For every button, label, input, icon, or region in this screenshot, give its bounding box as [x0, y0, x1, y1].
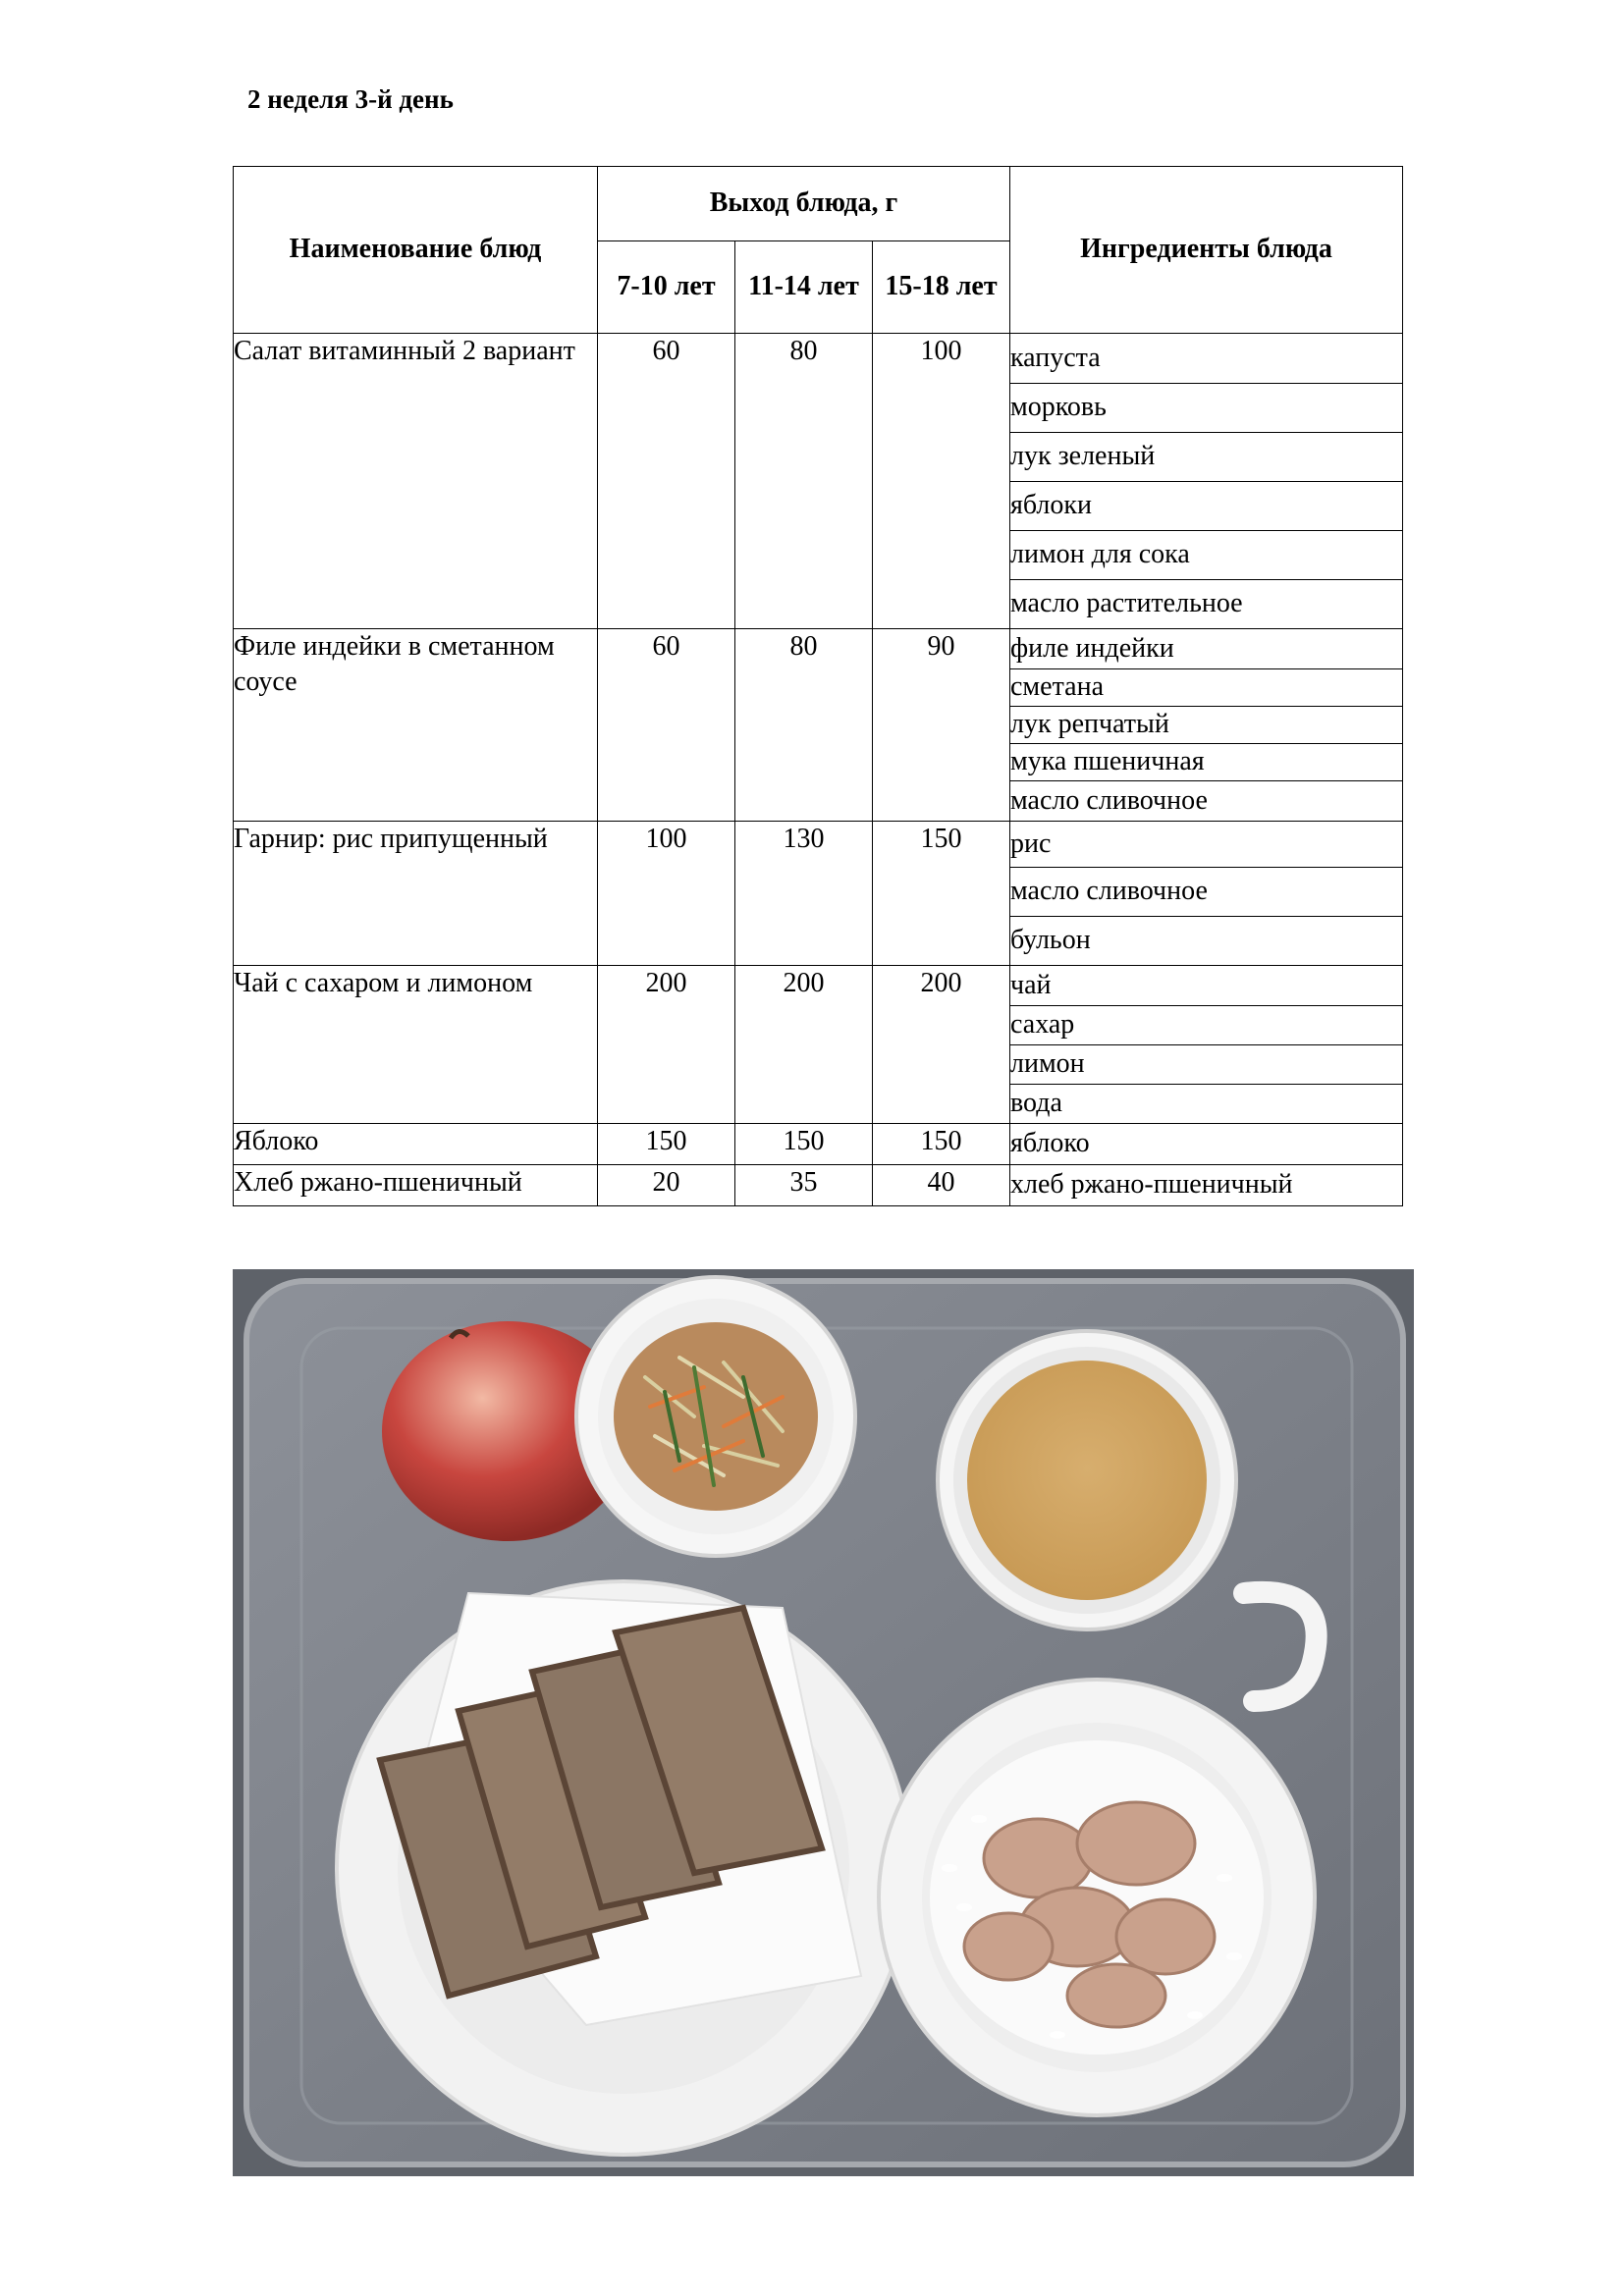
ingredient: мука пшеничная [1010, 744, 1403, 781]
tea-liquid [967, 1361, 1207, 1600]
header-age-15-18: 15-18 лет [873, 241, 1010, 334]
dish-yield-11-14: 130 [735, 822, 873, 966]
dish-name: Хлеб ржано-пшеничный [234, 1165, 598, 1206]
ingredient: бульон [1010, 917, 1403, 966]
dish-yield-7-10: 60 [598, 334, 735, 629]
header-age-7-10: 7-10 лет [598, 241, 735, 334]
salad-bowl [576, 1277, 855, 1556]
page-title: 2 неделя 3-й день [247, 84, 454, 114]
ingredient: лук зеленый [1010, 433, 1403, 482]
dish-name: Гарнир: рис припущенный [234, 822, 598, 966]
dish-yield-11-14: 150 [735, 1124, 873, 1165]
ingredient: сметана [1010, 669, 1403, 707]
dish-yield-7-10: 150 [598, 1124, 735, 1165]
ingredient: яблоки [1010, 482, 1403, 531]
meal-photo [233, 1269, 1414, 2176]
dish-yield-11-14: 80 [735, 334, 873, 629]
ingredient: хлеб ржано-пшеничный [1010, 1165, 1403, 1206]
ingredient: лук репчатый [1010, 707, 1403, 744]
ingredient: вода [1010, 1085, 1403, 1124]
ingredient: яблоко [1010, 1124, 1403, 1165]
dish-name: Чай с сахаром и лимоном [234, 966, 598, 1124]
dish-yield-11-14: 80 [735, 629, 873, 822]
dish-yield-7-10: 60 [598, 629, 735, 822]
dish-name: Салат витаминный 2 вариант [234, 334, 598, 629]
ingredient: масло сливочное [1010, 781, 1403, 822]
dish-yield-11-14: 35 [735, 1165, 873, 1206]
bread-plate [337, 1581, 910, 2155]
header-ingredients: Ингредиенты блюда [1010, 167, 1403, 334]
dish-name: Филе индейки в сметанном соусе [234, 629, 598, 822]
ingredient: лимон [1010, 1045, 1403, 1085]
dish-yield-15-18: 200 [873, 966, 1010, 1124]
header-age-11-14: 11-14 лет [735, 241, 873, 334]
ingredient: сахар [1010, 1006, 1403, 1045]
dish-yield-15-18: 100 [873, 334, 1010, 629]
ingredient: чай [1010, 966, 1403, 1006]
ingredient: лимон для сока [1010, 531, 1403, 580]
table-row [234, 822, 1403, 868]
ingredient: морковь [1010, 384, 1403, 433]
ingredient: масло сливочное [1010, 868, 1403, 917]
table-row [234, 334, 1403, 384]
dish-yield-7-10: 20 [598, 1165, 735, 1206]
dish-yield-7-10: 200 [598, 966, 735, 1124]
dish-yield-11-14: 200 [735, 966, 873, 1124]
table-row [234, 1124, 1403, 1165]
table-row [234, 629, 1403, 669]
header-yield: Выход блюда, г [598, 167, 1010, 241]
meal-photo-drawing [233, 1269, 1414, 2176]
dish-yield-15-18: 150 [873, 822, 1010, 966]
ingredient: филе индейки [1010, 629, 1403, 669]
ingredient: масло растительное [1010, 580, 1403, 629]
ingredient: рис [1010, 822, 1403, 868]
dish-yield-15-18: 40 [873, 1165, 1010, 1206]
ingredient: капуста [1010, 334, 1403, 384]
dish-yield-15-18: 150 [873, 1124, 1010, 1165]
dish-name: Яблоко [234, 1124, 598, 1165]
table-row [234, 1165, 1403, 1206]
dish-yield-7-10: 100 [598, 822, 735, 966]
dish-yield-15-18: 90 [873, 629, 1010, 822]
header-dish-name: Наименование блюд [234, 167, 598, 334]
turkey-rice-bowl [879, 1680, 1315, 2115]
menu-table [233, 166, 1403, 1206]
table-row [234, 966, 1403, 1006]
